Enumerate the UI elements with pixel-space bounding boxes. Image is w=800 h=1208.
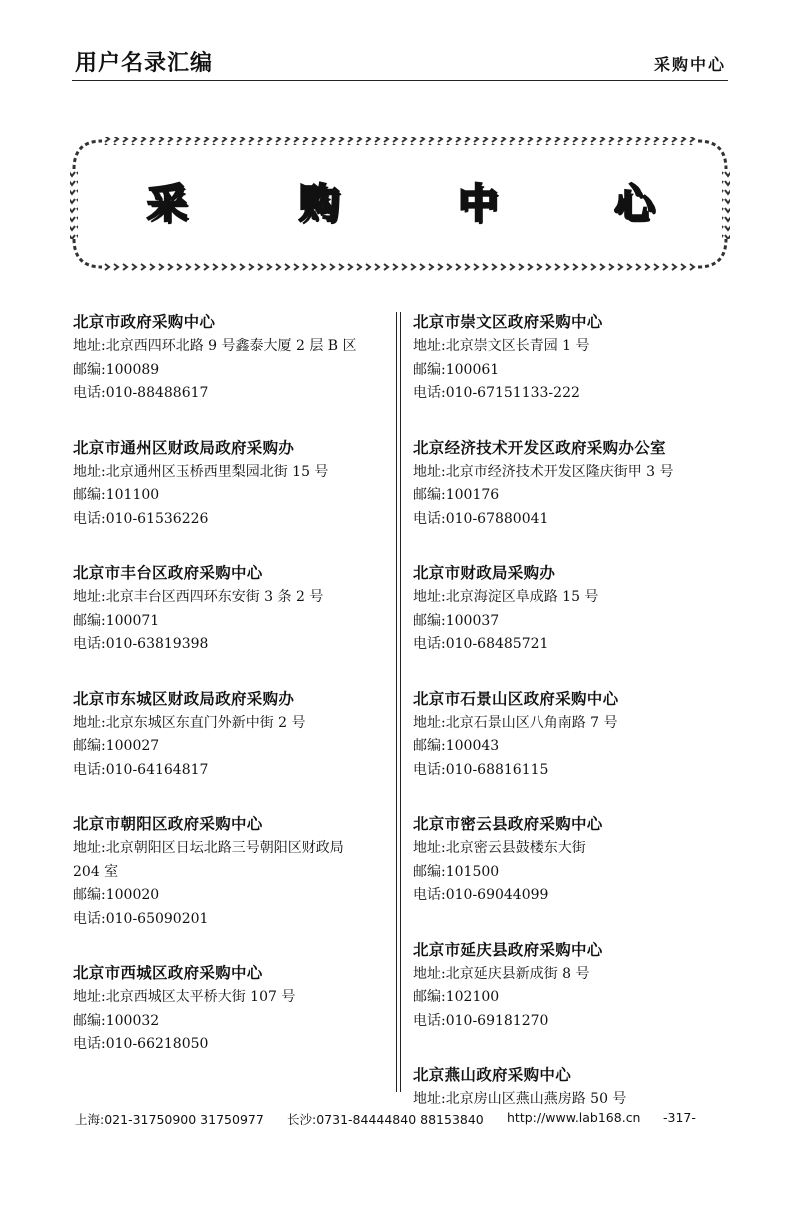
directory-entry (413, 1063, 733, 1112)
entry-name: 北京市朝阳区政府采购中心 (73, 815, 263, 833)
banner-char-3: 中 (458, 181, 498, 227)
entry-detail-line: 电话:010-65090201 (73, 910, 209, 927)
footer-changsha-phone: 长沙:0731-84444840 88153840 (287, 1112, 484, 1127)
footer-shanghai-phone: 上海:021-31750900 31750977 (75, 1112, 264, 1127)
entry-detail-line: 地址:北京朝阳区日坛北路三号朝阳区财政局 (73, 840, 344, 856)
entry-detail-line: 邮编:101500 (413, 863, 500, 880)
entry-name: 北京市密云县政府采购中心 (413, 815, 603, 833)
entry-detail-line: 邮编:100071 (73, 612, 160, 629)
entry-detail-line: 地址:北京海淀区阜成路 15 号 (413, 589, 599, 605)
banner-char-4: 心 (614, 181, 654, 227)
directory-entry (73, 561, 388, 657)
entry-name: 北京市崇文区政府采购中心 (413, 313, 603, 331)
entry-name: 北京燕山政府采购中心 (413, 1066, 572, 1084)
directory-entry (413, 938, 733, 1034)
entry-detail-line: 邮编:100089 (73, 361, 160, 378)
directory-entry (73, 961, 388, 1057)
entry-name: 北京经济技术开发区政府采购办公室 (413, 438, 666, 457)
entry-detail-line: 电话:010-63819398 (73, 636, 209, 652)
entry-name: 北京市通州区财政局政府采购办 (73, 438, 295, 457)
entry-detail-line: 电话:010-66218050 (73, 1036, 209, 1052)
entry-name: 北京市财政局采购办 (413, 564, 556, 582)
entry-detail-line: 电话:010-68485721 (413, 636, 549, 652)
entry-detail-line: 电话:010-67151133-222 (413, 385, 580, 401)
entry-detail-line: 地址:北京崇文区长青园 1 号 (413, 338, 590, 354)
entry-detail-line: 地址:北京房山区燕山燕房路 50 号 (413, 1091, 627, 1107)
entry-detail-line: 邮编:100037 (413, 612, 500, 629)
right-column (413, 310, 733, 1142)
entry-detail-line: 地址:北京市经济技术开发区隆庆街甲 3 号 (413, 463, 674, 480)
entry-detail-line: 电话:010-69181270 (413, 1012, 549, 1029)
entry-detail-line: 电话:010-88488617 (73, 385, 209, 401)
directory-entry (413, 687, 733, 783)
entry-detail-line: 地址:北京延庆县新成街 8 号 (413, 965, 590, 982)
page-number: -317- (663, 1110, 696, 1125)
entry-detail-line: 邮编:100043 (413, 738, 500, 754)
entry-name: 北京市政府采购中心 (73, 313, 216, 331)
directory-entry (413, 812, 733, 908)
entry-detail-line: 地址:北京西城区太平桥大街 107 号 (73, 989, 296, 1005)
banner-char-2: 购 (299, 181, 339, 227)
entry-detail-line: 电话:010-64164817 (73, 761, 209, 778)
directory-entry (413, 561, 733, 657)
entry-detail-line: 204 室 (73, 863, 119, 880)
entry-detail-line: 地址:北京石景山区八角南路 7 号 (413, 714, 618, 731)
directory-entry (413, 310, 733, 406)
column-divider (396, 312, 401, 1092)
directory-entry (413, 436, 733, 532)
entry-detail-line: 电话:010-69044099 (413, 887, 549, 903)
left-column (73, 310, 388, 1087)
entry-name: 北京市西城区政府采购中心 (73, 964, 263, 982)
entry-detail-line: 邮编:102100 (413, 989, 500, 1005)
header-section-label: 采购中心 (653, 55, 726, 74)
entry-detail-line: 地址:北京西四环北路 9 号鑫泰大厦 2 层 B 区 (73, 338, 357, 354)
footer-url: http://www.lab168.cn (507, 1110, 641, 1125)
entry-detail-line: 地址:北京通州区玉桥西里梨园北街 15 号 (73, 463, 329, 480)
directory-entry (73, 812, 388, 931)
entry-name: 北京市石景山区政府采购中心 (413, 689, 619, 708)
entry-detail-line: 邮编:100176 (413, 487, 500, 503)
directory-entry (73, 436, 388, 532)
entry-name: 北京市丰台区政府采购中心 (73, 564, 263, 582)
entry-detail-line: 邮编:100027 (73, 738, 160, 754)
directory-entry (73, 687, 388, 783)
directory-entry (73, 310, 388, 406)
entry-detail-line: 电话:010-68816115 (413, 761, 549, 778)
entry-detail-line: 地址:北京东城区东直门外新中街 2 号 (73, 714, 306, 731)
header-rule (72, 80, 728, 81)
entry-detail-line: 邮编:100020 (73, 887, 160, 903)
entry-detail-line: 电话:010-67880041 (413, 510, 549, 527)
banner-char-1: 采 (147, 181, 187, 227)
entry-detail-line: 电话:010-61536226 (73, 510, 209, 527)
entry-name: 北京市东城区财政局政府采购办 (73, 689, 295, 708)
entry-detail-line: 邮编:101100 (73, 487, 160, 503)
entry-name: 北京市延庆县政府采购中心 (413, 940, 603, 959)
entry-detail-line: 地址:北京丰台区西四环东安街 3 条 2 号 (73, 589, 324, 605)
entry-detail-line: 邮编:100032 (73, 1012, 160, 1029)
section-banner (68, 135, 732, 273)
header-title: 用户名录汇编 (75, 51, 214, 76)
entry-detail-line: 地址:北京密云县鼓楼东大街 (413, 840, 586, 856)
entry-detail-line: 邮编:100061 (413, 361, 500, 378)
